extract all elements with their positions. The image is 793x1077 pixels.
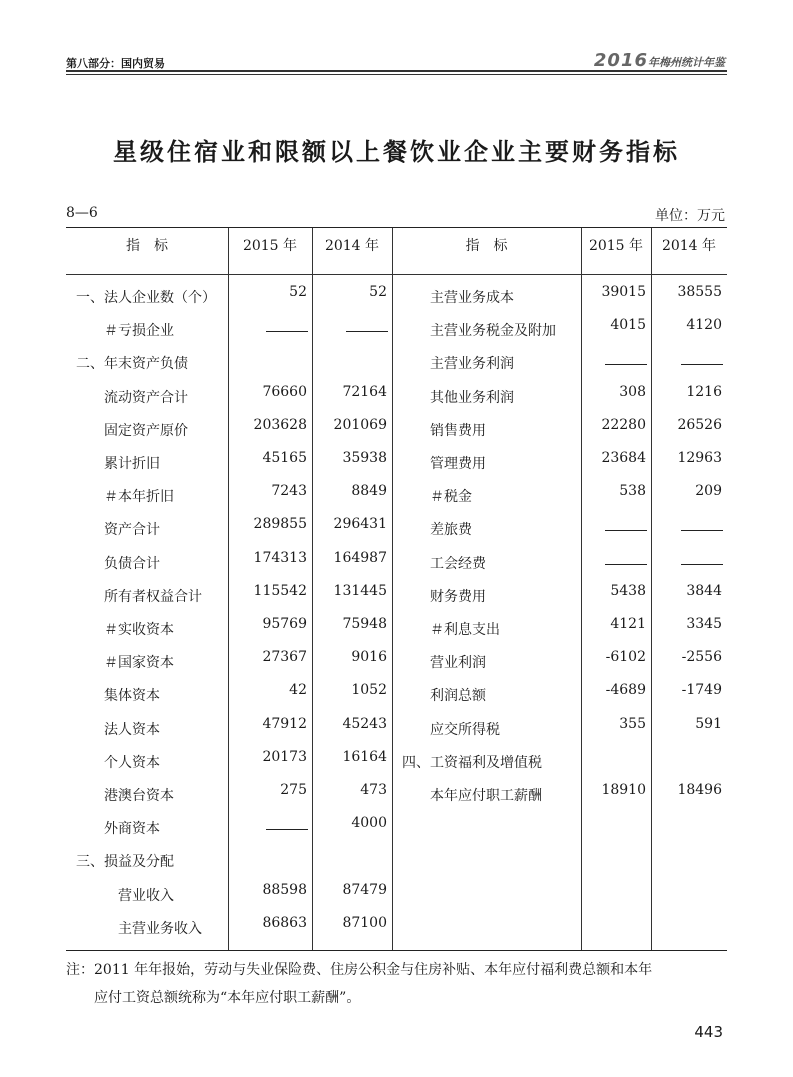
left-cell-v2014: 16164 bbox=[342, 748, 387, 765]
left-cell-v2014: 296431 bbox=[333, 516, 387, 533]
left-cell-v2015: 45165 bbox=[262, 450, 307, 466]
left-cell-v2015: 27367 bbox=[262, 649, 307, 666]
col-header-2015: 2015 年 bbox=[242, 238, 298, 254]
left-cell-dash bbox=[346, 331, 388, 332]
table-unit: 单位：万元 bbox=[655, 208, 725, 224]
left-cell-v2015: 95769 bbox=[262, 616, 307, 632]
right-row-label: ＃利息支出 bbox=[430, 622, 500, 638]
header-rule bbox=[66, 70, 727, 72]
right-cell-v2015: 23684 bbox=[601, 450, 646, 466]
right-cell-v2015: 39015 bbox=[601, 284, 646, 300]
right-row-label: 差旅费 bbox=[430, 522, 472, 539]
right-row-label: 主营业务税金及附加 bbox=[430, 323, 556, 340]
right-row-label: 主营业务成本 bbox=[430, 290, 514, 306]
left-cell-v2014: 473 bbox=[360, 782, 387, 798]
col-header-2014-right: 2014 年 bbox=[661, 238, 717, 254]
footnote-line2: 应付工资总额统称为“本年应付职工薪酬”。 bbox=[94, 990, 361, 1006]
left-cell-dash bbox=[266, 331, 308, 332]
right-row-label: ＃税金 bbox=[430, 489, 472, 506]
left-cell-v2014: 35938 bbox=[342, 450, 387, 466]
left-cell-v2015: 47912 bbox=[262, 715, 307, 732]
left-row-label: 个人资本 bbox=[104, 754, 160, 771]
col-header-2014: 2014 年 bbox=[324, 238, 380, 254]
left-cell-v2014: 75948 bbox=[342, 616, 387, 632]
header-rule-thin bbox=[66, 74, 727, 75]
right-row-label: 财务费用 bbox=[430, 588, 486, 605]
right-cell-v2015: 355 bbox=[619, 715, 646, 732]
right-cell-v2014: 209 bbox=[695, 483, 722, 500]
right-cell-v2014: 591 bbox=[695, 715, 722, 732]
left-row-label: 二、年末资产负债 bbox=[76, 356, 188, 373]
left-row-label: 三、损益及分配 bbox=[76, 854, 174, 871]
left-cell-v2014: 201069 bbox=[333, 416, 387, 433]
col-header-2015-right: 2015 年 bbox=[588, 238, 644, 254]
left-cell-v2015: 86863 bbox=[262, 914, 307, 931]
right-cell-dash bbox=[605, 364, 647, 365]
left-row-label: 主营业务收入 bbox=[118, 920, 202, 937]
right-row-label: 四、工资福利及增值税 bbox=[402, 754, 542, 771]
right-cell-v2014: 1216 bbox=[686, 383, 722, 400]
left-cell-v2014: 9016 bbox=[351, 649, 387, 666]
right-cell-v2015: 4015 bbox=[610, 317, 646, 334]
right-cell-dash bbox=[681, 364, 723, 365]
left-cell-v2015: 42 bbox=[289, 682, 307, 699]
right-cell-v2014: 4120 bbox=[686, 317, 722, 334]
left-row-label: 固定资产原价 bbox=[104, 422, 188, 439]
header-divider bbox=[66, 274, 727, 275]
left-cell-v2015: 52 bbox=[289, 284, 307, 300]
right-cell-v2014: 18496 bbox=[677, 782, 722, 798]
right-row-label: 管理费用 bbox=[430, 456, 486, 472]
right-cell-v2014: 26526 bbox=[677, 416, 722, 433]
right-row-label: 营业利润 bbox=[430, 655, 486, 672]
left-row-label: ＃国家资本 bbox=[104, 655, 174, 672]
left-cell-v2015: 7243 bbox=[271, 483, 307, 500]
right-row-label: 销售费用 bbox=[430, 422, 486, 439]
left-cell-v2014: 4000 bbox=[351, 815, 387, 832]
left-row-label: 营业收入 bbox=[118, 887, 174, 904]
left-cell-v2014: 164987 bbox=[333, 549, 387, 566]
right-cell-v2015: 4121 bbox=[610, 616, 646, 632]
right-cell-dash bbox=[605, 564, 647, 565]
left-row-label: 负债合计 bbox=[104, 555, 160, 572]
right-cell-v2014: 3844 bbox=[686, 582, 722, 599]
page-number: 443 bbox=[694, 1023, 723, 1041]
left-cell-v2014: 131445 bbox=[333, 582, 387, 599]
left-cell-v2015: 115542 bbox=[253, 582, 307, 599]
left-row-label: 集体资本 bbox=[104, 688, 160, 705]
left-cell-v2015: 76660 bbox=[262, 383, 307, 400]
left-row-label: 所有者权益合计 bbox=[104, 588, 202, 605]
right-cell-v2015: -4689 bbox=[605, 682, 646, 699]
right-cell-v2015: 22280 bbox=[601, 416, 646, 433]
right-cell-v2015: 538 bbox=[619, 483, 646, 500]
left-cell-v2015: 20173 bbox=[262, 748, 307, 765]
yearbook-year: 2016 bbox=[593, 50, 648, 71]
left-row-label: 资产合计 bbox=[104, 522, 160, 539]
right-row-label: 主营业务利润 bbox=[430, 356, 514, 373]
right-cell-v2014: 12963 bbox=[677, 450, 722, 466]
left-row-label: ＃亏损企业 bbox=[104, 323, 174, 340]
left-row-label: 外商资本 bbox=[104, 821, 160, 838]
right-row-label: 工会经费 bbox=[430, 555, 486, 572]
right-cell-v2014: -2556 bbox=[681, 649, 722, 666]
left-row-label: 一、法人企业数（个） bbox=[76, 290, 216, 306]
left-row-label: ＃本年折旧 bbox=[104, 489, 174, 506]
left-cell-v2014: 8849 bbox=[351, 483, 387, 500]
left-cell-v2015: 289855 bbox=[253, 516, 307, 533]
col-divider bbox=[392, 228, 393, 950]
financial-table bbox=[66, 227, 727, 951]
right-row-label: 利润总额 bbox=[430, 688, 486, 705]
table-code: 8—6 bbox=[66, 205, 98, 221]
left-cell-v2015: 88598 bbox=[262, 881, 307, 898]
yearbook-header bbox=[594, 50, 725, 71]
right-cell-v2014: 38555 bbox=[677, 284, 722, 300]
left-row-label: 流动资产合计 bbox=[104, 389, 188, 406]
col-header-indicator-right: 指 标 bbox=[465, 238, 508, 254]
col-header-indicator: 指 标 bbox=[126, 238, 168, 254]
left-row-label: 法人资本 bbox=[104, 721, 160, 738]
left-cell-v2014: 52 bbox=[369, 284, 387, 300]
right-row-label: 本年应付职工薪酬 bbox=[430, 788, 542, 804]
left-cell-v2014: 1052 bbox=[351, 682, 387, 699]
left-cell-v2014: 72164 bbox=[342, 383, 387, 400]
right-cell-v2015: 308 bbox=[619, 383, 646, 400]
page-title: 星级住宿业和限额以上餐饮业企业主要财务指标 bbox=[113, 137, 680, 166]
right-cell-v2015: -6102 bbox=[605, 649, 646, 666]
left-cell-v2015: 275 bbox=[280, 782, 307, 798]
right-cell-v2014: -1749 bbox=[681, 682, 722, 699]
right-row-label: 其他业务利润 bbox=[430, 389, 514, 406]
left-row-label: ＃实收资本 bbox=[104, 622, 174, 638]
left-cell-v2014: 87479 bbox=[342, 881, 387, 898]
yearbook-name: 年梅州统计年鉴 bbox=[648, 56, 725, 69]
left-cell-v2015: 203628 bbox=[253, 416, 307, 433]
right-cell-dash bbox=[681, 564, 723, 565]
section-header: 第八部分：国内贸易 bbox=[66, 57, 165, 70]
right-cell-dash bbox=[605, 530, 647, 531]
left-row-label: 港澳台资本 bbox=[104, 788, 174, 804]
left-cell-dash bbox=[266, 829, 308, 830]
right-cell-v2015: 5438 bbox=[610, 582, 646, 599]
right-row-label: 应交所得税 bbox=[430, 721, 500, 738]
right-cell-v2014: 3345 bbox=[686, 616, 722, 632]
left-row-label: 累计折旧 bbox=[104, 456, 160, 472]
left-cell-v2014: 45243 bbox=[342, 715, 387, 732]
footnote-line1: 注：2011 年年报始，劳动与失业保险费、住房公积金与住房补贴、本年应付福利费总额和本年 bbox=[66, 962, 653, 978]
right-cell-dash bbox=[681, 530, 723, 531]
left-cell-v2014: 87100 bbox=[342, 914, 387, 931]
left-cell-v2015: 174313 bbox=[253, 549, 307, 566]
right-cell-v2015: 18910 bbox=[601, 782, 646, 798]
footnote bbox=[66, 956, 736, 1012]
